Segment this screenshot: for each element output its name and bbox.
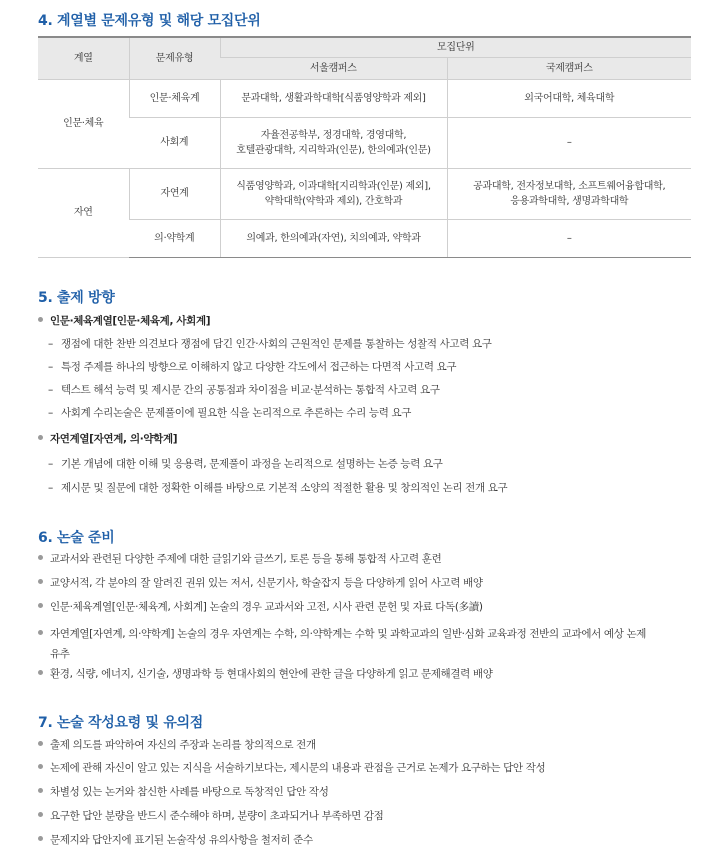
bullet-icon xyxy=(38,317,43,322)
seoul-cell xyxy=(220,117,447,168)
list-item-line: 유추 xyxy=(50,648,70,660)
bullet-icon xyxy=(38,603,43,608)
field-humanities: 인문·체육 xyxy=(38,79,129,168)
table-row xyxy=(38,168,691,219)
group-heading xyxy=(38,432,177,446)
list-item-text: 텍스트 해석 능력 및 제시문 간의 공통점과 차이점을 비교·분석하는 통합적 사고력 요구 xyxy=(61,384,440,396)
group-heading-text: 자연계열[자연계, 의·약학계] xyxy=(50,433,178,445)
section-6-title: 6. 논술 준비 xyxy=(38,530,115,546)
bullet-icon xyxy=(38,741,43,746)
list-item xyxy=(38,809,383,823)
list-item-text: 자연계열[자연계, 의·약학계] 논술의 경우 자연계는 수학, 의·약학계는 수학 및 과학교과의 일반·심화 교육과정 전반의 교과에서 예상 논제 xyxy=(50,628,647,640)
list-item-text: 특정 주제를 하나의 방향으로 이해하지 않고 다양한 각도에서 접근하는 다면적 사고력 요구 xyxy=(61,361,457,373)
list-item-text: 요구한 답안 분량을 반드시 준수해야 하며, 분량이 초과되거나 부족하면 감점 xyxy=(50,810,384,822)
type-cell: 자연계 xyxy=(129,168,220,219)
bullet-icon xyxy=(38,579,43,584)
list-item-text: 교과서와 관련된 다양한 주제에 대한 글읽기와 글쓰기, 토론 등을 통해 통합적 사고력 훈련 xyxy=(50,553,442,565)
list-item-line xyxy=(38,624,646,644)
type-cell: 의·약학계 xyxy=(129,219,220,257)
list-item xyxy=(48,360,456,374)
header-field: 계열 xyxy=(38,37,129,79)
list-item-text: 인문·체육계열[인문·체육계, 사회계] 논술의 경우 교과서와 고전, 시사 관련 문헌 및 자료 다독(多讀) xyxy=(50,601,483,613)
seoul-cell xyxy=(220,168,447,219)
seoul-cell-line: 호텔관광대학, 지리학과(인문), 한의예과(인문) xyxy=(236,144,431,156)
bullet-icon xyxy=(38,555,43,560)
list-item xyxy=(38,576,483,590)
seoul-cell-line: 자율전공학부, 정경대학, 경영대학, xyxy=(260,129,407,141)
bullet-icon xyxy=(38,836,43,841)
list-item-text: 차별성 있는 논거와 참신한 사례를 바탕으로 독창적인 답안 작성 xyxy=(50,786,329,798)
dash-icon: – xyxy=(48,407,53,419)
type-cell: 인문·체육계 xyxy=(129,79,220,117)
dash-icon: – xyxy=(48,384,53,396)
list-item-text: 환경, 식량, 에너지, 신기술, 생명과학 등 현대사회의 현안에 관한 글을 다양하게 읽고 문제해결력 배양 xyxy=(50,668,493,680)
list-item xyxy=(38,833,313,847)
section-4-title: 4. 계열별 문제유형 및 해당 모집단위 xyxy=(38,13,261,29)
bullet-icon xyxy=(38,670,43,675)
list-item xyxy=(38,738,316,752)
global-cell xyxy=(447,168,691,219)
header-type: 문제유형 xyxy=(129,37,220,79)
section-7-title: 7. 논술 작성요령 및 유의점 xyxy=(38,715,203,731)
list-item-text: 출제 의도를 파악하여 자신의 주장과 논리를 창의적으로 전개 xyxy=(50,739,316,751)
list-item xyxy=(48,383,440,397)
dash-icon: – xyxy=(48,338,53,350)
global-cell: 외국어대학, 체육대학 xyxy=(447,79,691,117)
list-item-text: 문제지와 답안지에 표기된 논술작성 유의사항을 철저히 준수 xyxy=(50,834,313,846)
list-item-text: 쟁점에 대한 찬반 의견보다 쟁점에 담긴 인간·사회의 근원적인 문제를 통찰하는 성찰적 사고력 요구 xyxy=(61,338,492,350)
header-seoul-campus: 서울캠퍼스 xyxy=(220,57,447,79)
table-row xyxy=(38,219,691,257)
list-item xyxy=(48,406,411,420)
global-cell-line: 응용과학대학, 생명과학대학 xyxy=(510,195,629,207)
dash-icon: – xyxy=(48,361,53,373)
list-item-text: 제시문 및 질문에 대한 정확한 이해를 바탕으로 기본적 소양의 적절한 활용 및 창의적인 논리 전개 요구 xyxy=(61,482,508,494)
seoul-cell-line: 식품영양학과, 이과대학[지리학과(인문) 제외], xyxy=(236,180,431,192)
list-item xyxy=(38,785,329,799)
list-item-text: 사회계 수리논술은 문제풀이에 필요한 식을 논리적으로 추론하는 수리 능력 요구 xyxy=(61,407,412,419)
list-item xyxy=(38,761,545,775)
bullet-icon xyxy=(38,812,43,817)
list-item xyxy=(48,481,507,495)
seoul-cell-line: 약학대학(약학과 제외), 간호학과 xyxy=(264,195,403,207)
group-heading-text: 인문·체육계열[인문·체육계, 사회계] xyxy=(50,315,211,327)
global-cell-line: 공과대학, 전자정보대학, 소프트웨어융합대학, xyxy=(473,180,666,192)
global-cell: – xyxy=(447,117,691,168)
header-units: 모집단위 xyxy=(220,37,691,57)
header-global-campus: 국제캠퍼스 xyxy=(447,57,691,79)
section-5-title: 5. 출제 방향 xyxy=(38,290,115,306)
type-cell: 사회계 xyxy=(129,117,220,168)
list-item xyxy=(48,337,492,351)
group-heading xyxy=(38,314,210,328)
table-row xyxy=(38,117,691,168)
global-cell: – xyxy=(447,219,691,257)
table-row xyxy=(38,79,691,117)
list-item xyxy=(38,624,646,664)
list-item-text: 교양서적, 각 분야의 잘 알려진 권위 있는 저서, 신문기사, 학술잡지 등을 다양하게 읽어 사고력 배양 xyxy=(50,577,483,589)
bullet-icon xyxy=(38,788,43,793)
bullet-icon xyxy=(38,764,43,769)
list-item xyxy=(38,552,441,566)
bullet-icon xyxy=(38,630,43,635)
list-item xyxy=(38,600,483,614)
list-item-text: 기본 개념에 대한 이해 및 응용력, 문제풀이 과정을 논리적으로 설명하는 논증 능력 요구 xyxy=(61,458,443,470)
list-item xyxy=(48,457,443,471)
list-item-text: 논제에 관해 자신이 알고 있는 지식을 서술하기보다는, 제시문의 내용과 관점을 근거로 논제가 요구하는 답안 작성 xyxy=(50,762,546,774)
dash-icon: – xyxy=(48,482,53,494)
field-science: 자연 xyxy=(38,168,129,257)
list-item xyxy=(38,667,493,681)
seoul-cell: 문과대학, 생활과학대학[식품영양학과 제외] xyxy=(220,79,447,117)
recruitment-table xyxy=(38,36,691,258)
bullet-icon xyxy=(38,435,43,440)
seoul-cell: 의예과, 한의예과(자연), 치의예과, 약학과 xyxy=(220,219,447,257)
dash-icon: – xyxy=(48,458,53,470)
